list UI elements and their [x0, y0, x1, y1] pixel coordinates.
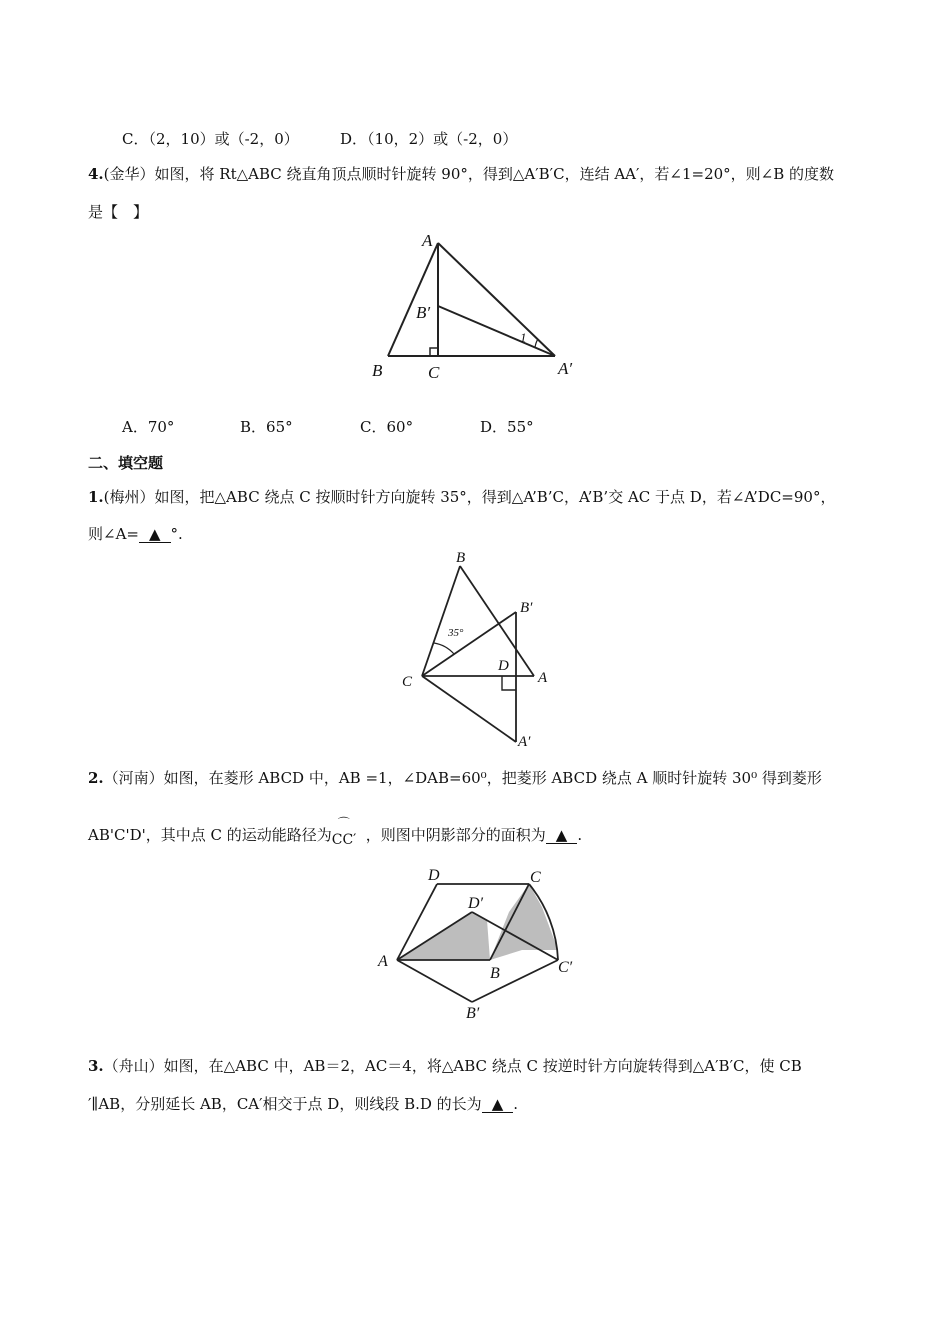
q4-number: 4.: [88, 165, 104, 183]
f3-line1: [88, 1055, 802, 1076]
section-title: 二、填空题: [88, 454, 164, 472]
q4-line1: [88, 163, 834, 184]
q4-label-c: C: [428, 363, 440, 382]
f2-arc-notation: [331, 816, 366, 848]
f1-number: 1.: [88, 488, 104, 506]
f2-number: 2.: [88, 769, 104, 787]
q4-text-line2: 是【 】: [88, 203, 149, 221]
f2-arc-symbol: ⌒: [337, 816, 350, 830]
f2-line1: [88, 767, 822, 788]
q4-label-a: A: [422, 231, 433, 250]
f2-label-d-prime: D′: [468, 895, 484, 912]
f2-label-c-prime: C′: [558, 959, 573, 976]
f1-text-post: °.: [170, 525, 183, 543]
f1-figure: [392, 548, 562, 750]
f2-text-pre: AB'C'D'，其中点 C 的运动能路径为: [88, 826, 332, 844]
f3-answer-blank: ▲: [482, 1097, 514, 1113]
f2-label-c: C: [530, 869, 541, 886]
option-d-prev: D．（10，2）或（-2，0）: [340, 130, 518, 148]
f2-label-b-prime: B′: [466, 1005, 480, 1022]
f2-label-d: D: [428, 867, 440, 884]
f2-text-mid: ，则图中阴影部分的面积为: [365, 826, 546, 844]
f1-label-b-prime: B′: [520, 600, 533, 616]
q4-text-line1: (金华）如图，将 Rt△ABC 绕直角顶点顺时针旋转 90°，得到△A′B′C，连结 AA′，若∠1=20°，则∠B 的度数: [103, 165, 835, 183]
f2-arc-text: CC′: [331, 832, 357, 848]
f2-figure: [372, 862, 592, 1022]
f1-label-c: C: [402, 674, 413, 690]
f1-text-pre: 则∠A=: [88, 525, 139, 543]
f1-label-a: A: [538, 670, 548, 686]
q4-option-d: D．55°: [480, 418, 534, 436]
f3-text-pre: ′∥AB，分别延长 AB，CA′相交于点 D，则线段 B.D 的长为: [88, 1095, 482, 1113]
f1-label-angle: 35°: [448, 627, 464, 639]
f1-line1: [88, 486, 835, 507]
f2-label-b: B: [490, 965, 500, 982]
q4-option-a: A．70°: [122, 418, 175, 436]
f1-line2: [88, 523, 183, 544]
q4-option-b: B．65°: [240, 418, 293, 436]
f3-line2: [88, 1093, 518, 1114]
f3-text-line1: （舟山）如图，在△ABC 中，AB＝2，AC＝4，将△ABC 绕点 C 按逆时针方向旋转得到△A′B′C，使 CB: [103, 1057, 802, 1075]
f1-label-b: B: [456, 550, 466, 566]
option-c-prev: C．（2，10）或（-2，0）: [122, 130, 299, 148]
f2-line2: [88, 816, 583, 848]
q4-label-angle-1: 1: [520, 330, 527, 345]
f2-label-a: A: [378, 953, 388, 970]
f2-answer-blank: ▲: [546, 828, 578, 844]
f2-text-post: .: [577, 826, 583, 844]
f3-number: 3.: [88, 1057, 104, 1075]
q4-label-a-prime: A′: [558, 359, 573, 378]
q4-label-b-prime: B′: [416, 303, 431, 322]
f1-text-line1: (梅州）如图，把△ABC 绕点 C 按顺时针方向旋转 35°，得到△A’B’C，A’B’交 AC 于点 D，若∠A’DC=90°，: [103, 488, 836, 506]
f3-text-post: .: [513, 1095, 519, 1113]
q4-label-b: B: [372, 361, 383, 380]
f1-label-a-prime: A′: [518, 734, 531, 750]
f2-text-line1: （河南）如图，在菱形 ABCD 中，AB =1，∠DAB=60⁰，把菱形 ABCD 绕点 A 顺时针旋转 30⁰ 得到菱形: [103, 769, 822, 787]
q4-figure: [360, 228, 600, 388]
q4-option-c: C．60°: [360, 418, 414, 436]
f1-label-d: D: [498, 658, 509, 674]
f1-answer-blank: ▲: [139, 527, 171, 543]
